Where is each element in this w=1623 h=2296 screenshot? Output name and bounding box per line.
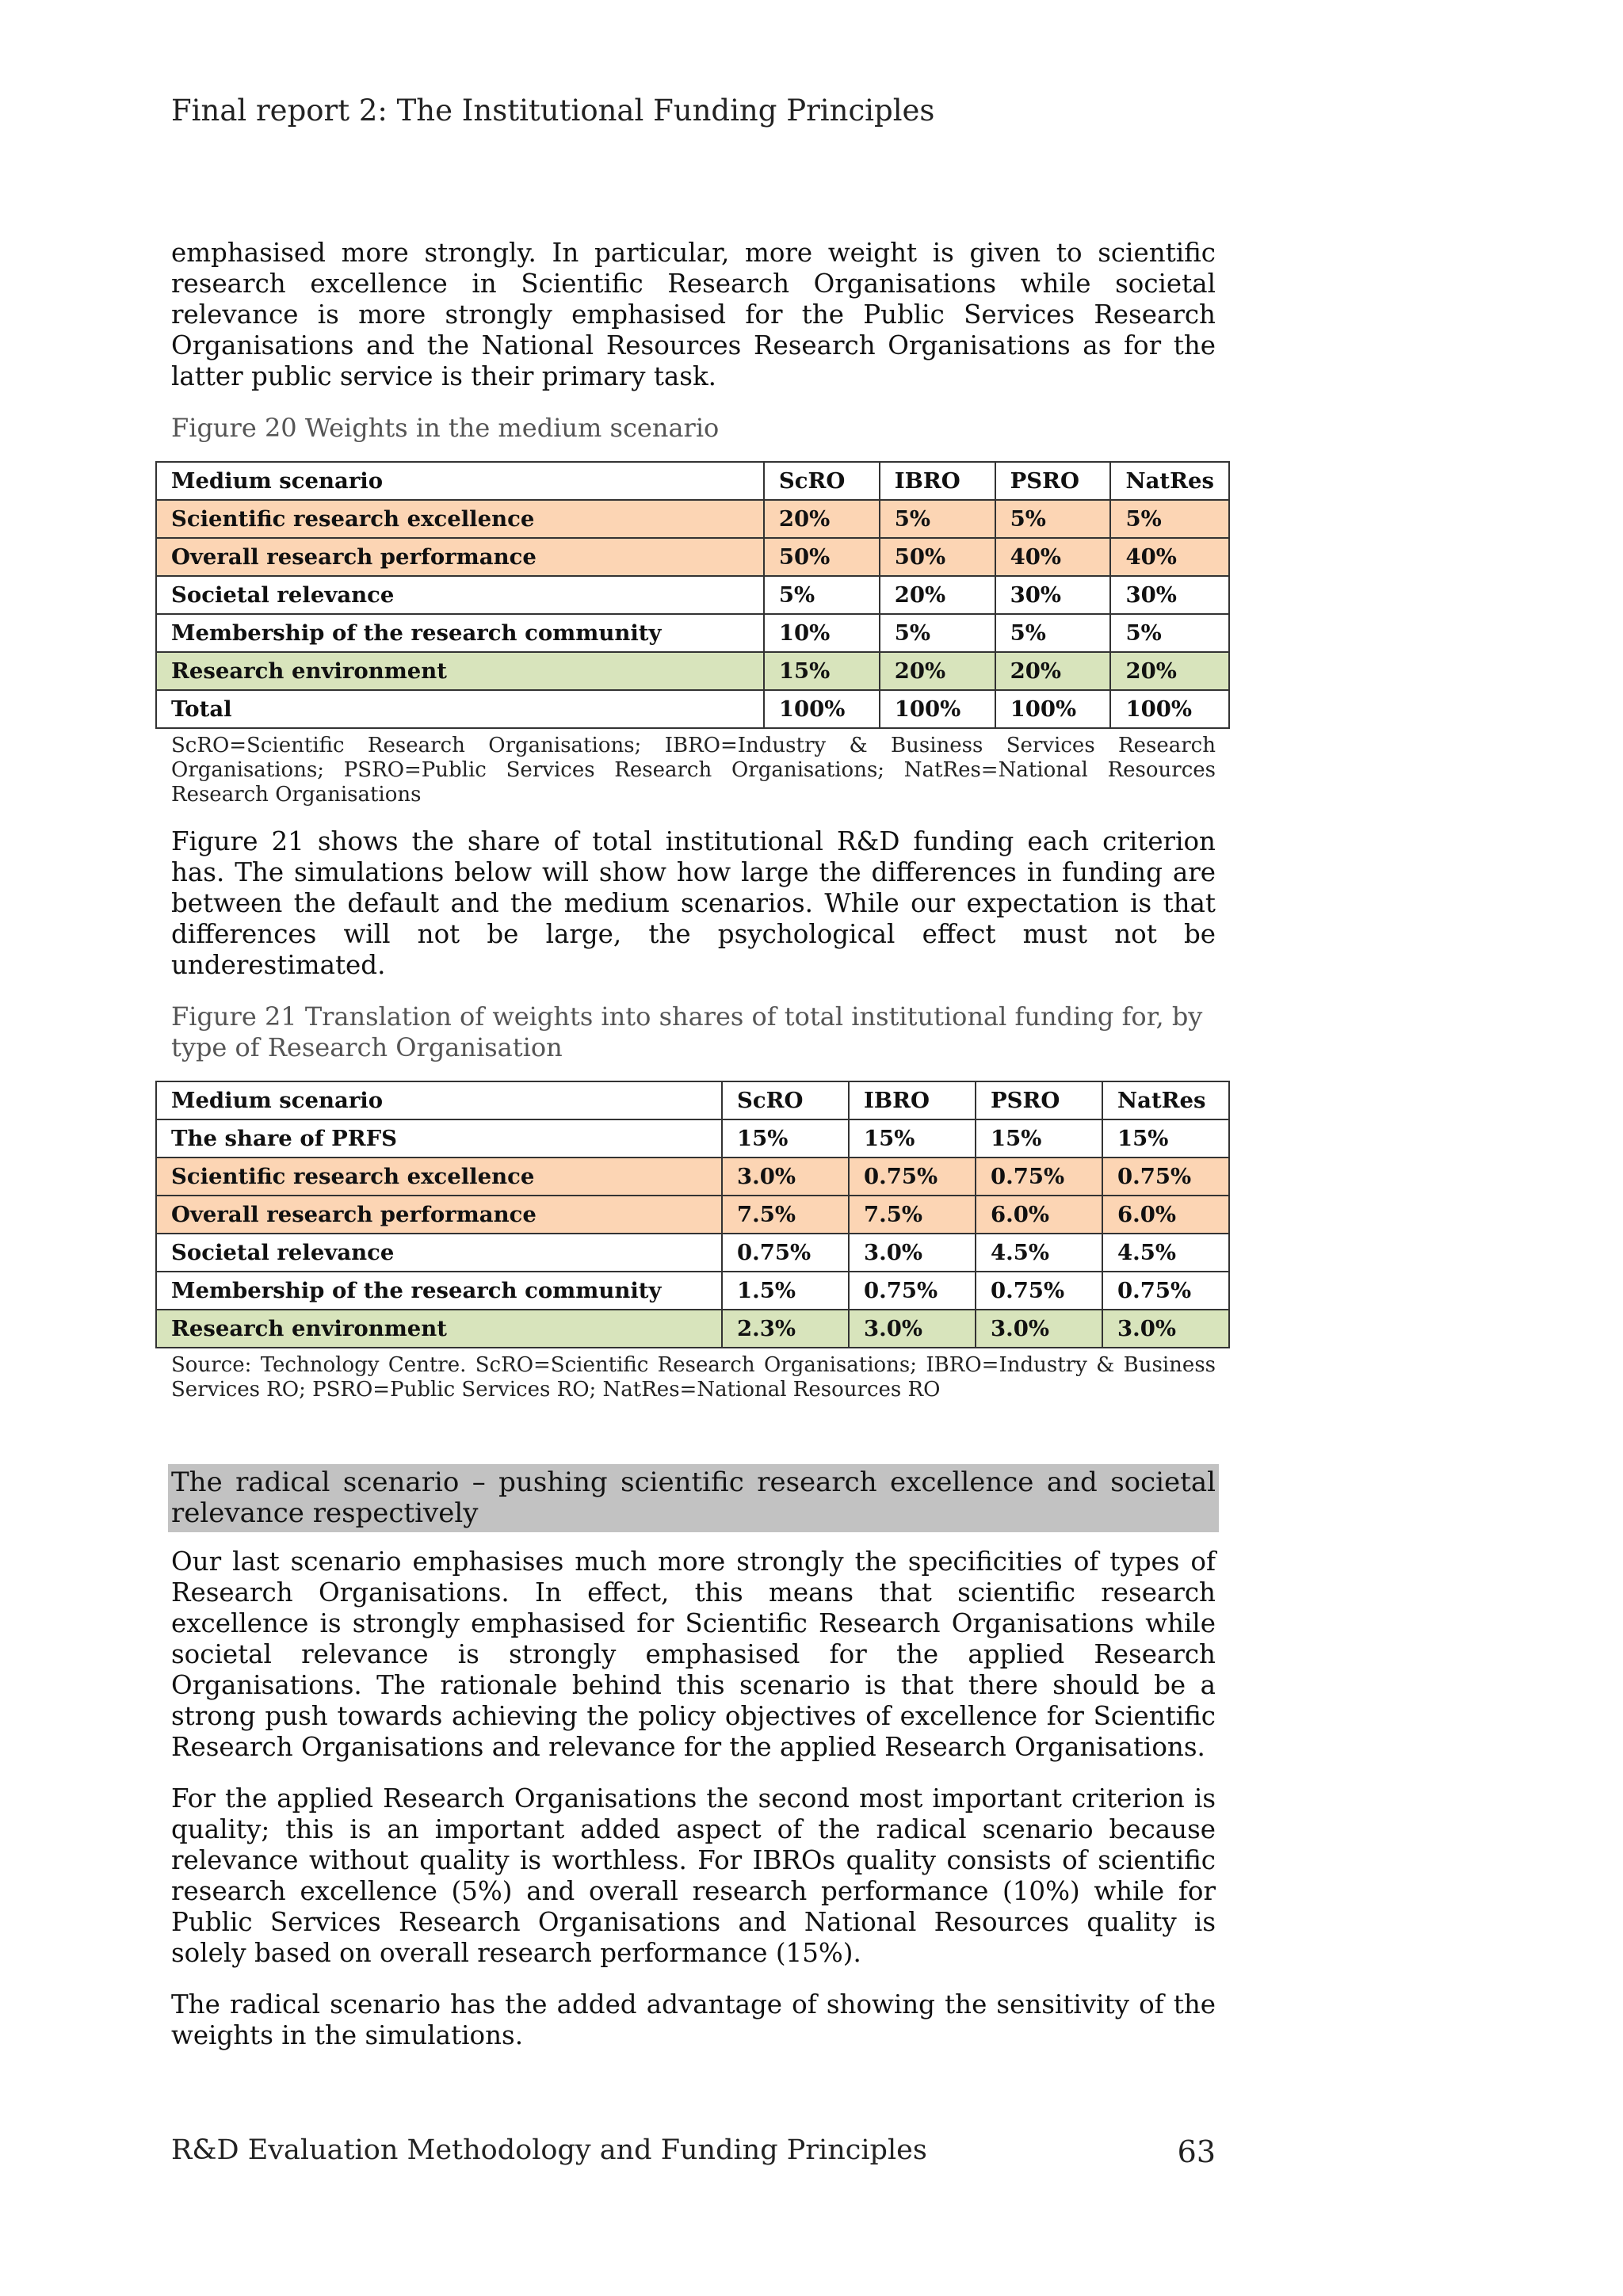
- page-header: Final report 2: The Institutional Funding Principles: [171, 93, 935, 128]
- table-cell: 15%: [1102, 1119, 1229, 1158]
- table-cell: 40%: [995, 538, 1111, 576]
- table-header-cell: NatRes: [1102, 1081, 1229, 1119]
- table-row: [156, 1119, 1229, 1158]
- table-cell: 1.5%: [722, 1272, 849, 1310]
- table-header-cell: PSRO: [995, 462, 1111, 500]
- table-cell: 3.0%: [849, 1310, 976, 1348]
- row-label: Societal relevance: [156, 1234, 722, 1272]
- table-cell: 5%: [880, 614, 995, 652]
- table-cell: 2.3%: [722, 1310, 849, 1348]
- table-cell: 7.5%: [849, 1196, 976, 1234]
- table-cell: 20%: [880, 652, 995, 690]
- table-cell: 3.0%: [976, 1310, 1102, 1348]
- row-label: Overall research performance: [156, 1196, 722, 1234]
- table-cell: 100%: [764, 690, 880, 728]
- table-row: [156, 500, 1229, 538]
- table-cell: 5%: [880, 500, 995, 538]
- table-cell: 100%: [880, 690, 995, 728]
- figure-20-table: [155, 461, 1230, 729]
- table-cell: 10%: [764, 614, 880, 652]
- table-cell: 100%: [1110, 690, 1229, 728]
- table-row: [156, 538, 1229, 576]
- figure-21-table: [155, 1081, 1230, 1348]
- table-cell: 6.0%: [1102, 1196, 1229, 1234]
- body-paragraph: For the applied Research Organisations the second most important criterion is quality; this is an important added aspect of the radical scenario because relevance without quality is worthless. For IBROs quality consists of scientific research excellence (5%) and overall research performance (10%) while for Public Services Research Organisations and National Resources quality is solely based on overall research performance (15%).: [171, 1783, 1216, 1968]
- page-footer: [171, 2134, 1216, 2169]
- table-cell: 20%: [995, 652, 1111, 690]
- row-label: Societal relevance: [156, 576, 764, 614]
- table-cell: 0.75%: [976, 1158, 1102, 1196]
- table-cell: 5%: [995, 614, 1111, 652]
- table-cell: 3.0%: [849, 1234, 976, 1272]
- table-cell: 4.5%: [976, 1234, 1102, 1272]
- table-header-cell: ScRO: [764, 462, 880, 500]
- table-cell: 3.0%: [722, 1158, 849, 1196]
- intro-paragraph: emphasised more strongly. In particular, more weight is given to scientific research excellence in Scientific Research Organisations while societal relevance is more strongly emphasised for the Public Services Research Organisations and the National Resources Research Organisations as for the latter public service is their primary task.: [171, 238, 1216, 391]
- table-row: [156, 1310, 1229, 1348]
- table-cell: 20%: [880, 576, 995, 614]
- table-cell: 0.75%: [1102, 1272, 1229, 1310]
- table-cell: 15%: [976, 1119, 1102, 1158]
- table-cell: 5%: [1110, 500, 1229, 538]
- table-header-cell: IBRO: [880, 462, 995, 500]
- table-cell: 0.75%: [1102, 1158, 1229, 1196]
- table-cell: 5%: [764, 576, 880, 614]
- table-cell: 0.75%: [849, 1158, 976, 1196]
- table-header-cell: PSRO: [976, 1081, 1102, 1119]
- figure-21-intro-paragraph: Figure 21 shows the share of total institutional R&D funding each criterion has. The simulations below will show how large the differences in funding are between the default and the medium scenarios. While our expectation is that differences will not be large, the psychological effect must not be underestimated.: [171, 826, 1216, 980]
- table-row: [156, 1196, 1229, 1234]
- table-cell: 15%: [849, 1119, 976, 1158]
- figure-20-note: ScRO=Scientific Research Organisations; IBRO=Industry & Business Services Research Organisations; PSRO=Public Services Research Organisations; NatRes=National Resources Research Organisations: [171, 734, 1216, 807]
- row-label: Membership of the research community: [156, 1272, 722, 1310]
- table-cell: 20%: [1110, 652, 1229, 690]
- table-cell: 5%: [1110, 614, 1229, 652]
- table-cell: 30%: [995, 576, 1111, 614]
- table-row: [156, 614, 1229, 652]
- table-cell: 50%: [764, 538, 880, 576]
- table-header-cell: NatRes: [1110, 462, 1229, 500]
- row-label: Research environment: [156, 1310, 722, 1348]
- body-paragraph: The radical scenario has the added advantage of showing the sensitivity of the weights in the simulations.: [171, 1989, 1216, 2050]
- table-cell: 15%: [764, 652, 880, 690]
- table-header-cell: Medium scenario: [156, 462, 764, 500]
- table-row: [156, 1234, 1229, 1272]
- table-cell: 15%: [722, 1119, 849, 1158]
- table-cell: 4.5%: [1102, 1234, 1229, 1272]
- table-header-cell: IBRO: [849, 1081, 976, 1119]
- section-heading: The radical scenario – pushing scientific research excellence and societal relevance respectively: [168, 1464, 1219, 1532]
- row-label: Membership of the research community: [156, 614, 764, 652]
- table-header-cell: Medium scenario: [156, 1081, 722, 1119]
- table-cell: 20%: [764, 500, 880, 538]
- row-label: Scientific research excellence: [156, 1158, 722, 1196]
- table-cell: 0.75%: [722, 1234, 849, 1272]
- row-label: Scientific research excellence: [156, 500, 764, 538]
- table-header-row: [156, 462, 1229, 500]
- table-total-row: [156, 690, 1229, 728]
- table-cell: 30%: [1110, 576, 1229, 614]
- table-row: [156, 1272, 1229, 1310]
- table-cell: 3.0%: [1102, 1310, 1229, 1348]
- row-label: Total: [156, 690, 764, 728]
- table-row: [156, 652, 1229, 690]
- table-cell: 50%: [880, 538, 995, 576]
- body-paragraph: Our last scenario emphasises much more strongly the specificities of types of Research Organisations. In effect, this means that scientific research excellence is strongly emphasised for Scientific Research Organisations while societal relevance is strongly emphasised for the applied Research Organisations. The rationale behind this scenario is that there should be a strong push towards achieving the policy objectives of excellence for Scientific Research Organisations and relevance for the applied Research Organisations.: [171, 1547, 1216, 1762]
- table-row: [156, 576, 1229, 614]
- table-cell: 7.5%: [722, 1196, 849, 1234]
- footer-text: R&D Evaluation Methodology and Funding Principles: [171, 2134, 927, 2166]
- row-label: The share of PRFS: [156, 1119, 722, 1158]
- table-row: [156, 1158, 1229, 1196]
- figure-21-caption: Figure 21 Translation of weights into shares of total institutional funding for, by type of Research Organisation: [171, 1001, 1203, 1062]
- table-cell: 0.75%: [976, 1272, 1102, 1310]
- table-header-row: [156, 1081, 1229, 1119]
- table-cell: 100%: [995, 690, 1111, 728]
- row-label: Research environment: [156, 652, 764, 690]
- table-cell: 40%: [1110, 538, 1229, 576]
- table-cell: 5%: [995, 500, 1111, 538]
- row-label: Overall research performance: [156, 538, 764, 576]
- page-content: [171, 238, 1216, 2072]
- table-header-cell: ScRO: [722, 1081, 849, 1119]
- page-number: 63: [1177, 2134, 1216, 2169]
- table-cell: 6.0%: [976, 1196, 1102, 1234]
- figure-21-source-note: Source: Technology Centre. ScRO=Scientific Research Organisations; IBRO=Industry & Business Services RO; PSRO=Public Services RO; NatRes=National Resources RO: [171, 1353, 1216, 1402]
- table-cell: 0.75%: [849, 1272, 976, 1310]
- figure-20-caption: Figure 20 Weights in the medium scenario: [171, 413, 720, 443]
